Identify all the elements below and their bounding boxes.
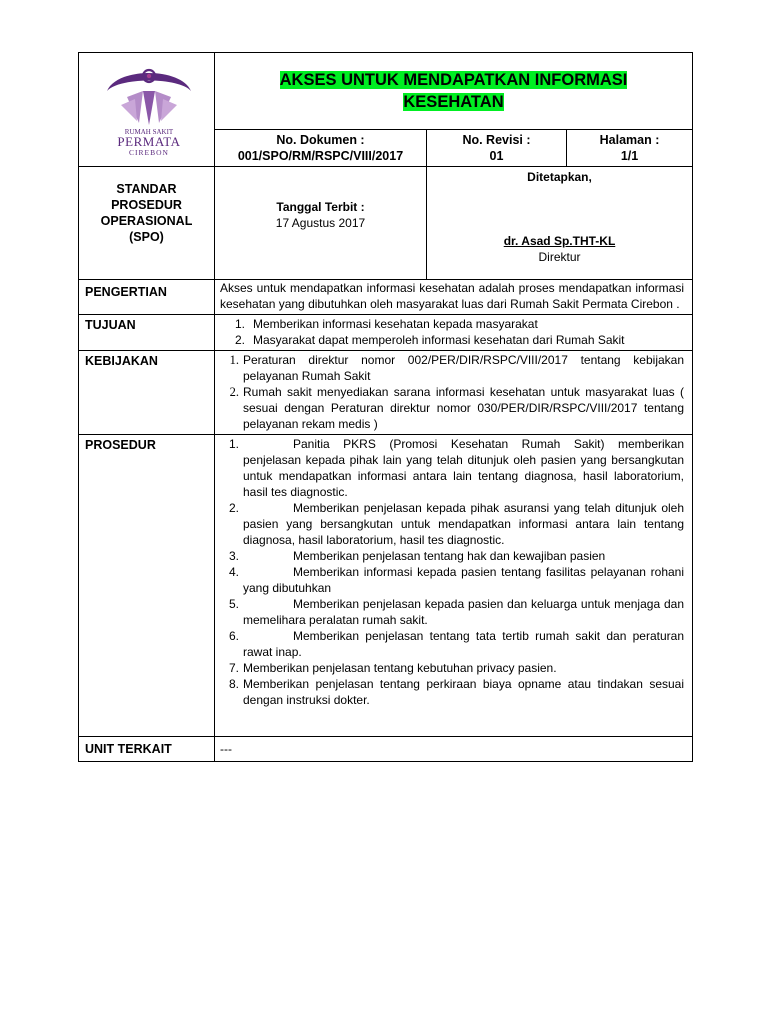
spo-table — [78, 52, 693, 762]
halaman-value: 1/1 — [620, 149, 639, 163]
halaman-label: Halaman : — [599, 133, 660, 147]
no-dokumen-cell — [215, 130, 427, 167]
halaman-cell — [567, 130, 693, 167]
tanggal-terbit-label: Tanggal Terbit : — [276, 200, 365, 214]
signer-name: dr. Asad Sp.THT-KL — [503, 234, 616, 248]
list-item: 8. Memberikan penjelasan tentang perkiraan biaya opname atau tindakan sesuai dengan instruksi dokter. — [228, 677, 685, 707]
spo-document — [78, 52, 692, 762]
unit-terkait-label: UNIT TERKAIT — [79, 737, 215, 762]
list-item: 2. Masyarakat dapat memperoleh informasi kesehatan dari Rumah Sakit — [234, 333, 625, 347]
logo-facet — [143, 91, 155, 125]
spo-cell — [79, 167, 215, 280]
ditetapkan-cell — [427, 167, 693, 280]
no-revisi-value: 01 — [489, 149, 504, 163]
pengertian-label: PENGERTIAN — [79, 280, 215, 315]
list-item: 1. Memberikan informasi kesehatan kepada masyarakat — [234, 317, 538, 331]
spo-line1: STANDAR — [116, 182, 177, 196]
tanggal-terbit-value: 17 Agustus 2017 — [275, 216, 366, 230]
list-item: 7. Memberikan penjelasan tentang kebutuhan privacy pasien. — [228, 661, 557, 675]
spo-line3: OPERASIONAL — [100, 214, 193, 228]
no-dokumen-label: No. Dokumen : — [276, 133, 365, 147]
pengertian-text: Akses untuk mendapatkan informasi kesehatan adalah proses mendapatkan informasi kesehatan yang dibutuhkan oleh masyarakat luas dari Rumah Sakit Permata Cirebon . — [215, 280, 693, 315]
prosedur-cell — [215, 435, 693, 737]
spo-line2: PROSEDUR — [111, 198, 182, 212]
no-revisi-cell — [427, 130, 567, 167]
title-cell — [215, 53, 693, 130]
prosedur-label: PROSEDUR — [79, 435, 215, 737]
spo-line4: (SPO) — [129, 230, 164, 244]
hospital-logo — [99, 61, 199, 161]
prosedur-list — [215, 436, 684, 708]
list-item: 6. Memberikan penjelasan tentang tata tertib rumah sakit dan peraturan rawat inap. — [228, 629, 685, 659]
tujuan-cell — [215, 315, 693, 351]
list-item: 3. Memberikan penjelasan tentang hak dan kewajiban pasien — [228, 549, 606, 563]
logo-text-cirebon: CIREBON — [129, 148, 169, 157]
signer-position: Direktur — [538, 250, 581, 264]
document-title-line1: AKSES UNTUK MENDAPATKAN INFORMASI — [279, 71, 628, 89]
kebijakan-list — [215, 352, 684, 432]
no-revisi-label: No. Revisi : — [462, 133, 531, 147]
list-item: 4. Memberikan informasi kepada pasien tentang fasilitas pelayanan rohani yang dibutuhkan — [228, 565, 685, 595]
logo-facet — [121, 99, 137, 121]
kebijakan-cell — [215, 351, 693, 435]
logo-facet — [161, 99, 177, 121]
list-item: 1. Panitia PKRS (Promosi Kesehatan Rumah Sakit) memberikan penjelasan kepada pihak lain yang telah ditunjuk oleh pasien yang bersangkutan untuk mendapatkan informasi antara lain tentang diagnosa, hasil laboratorium, hasil tes diagnostic. — [228, 437, 685, 499]
tujuan-label: TUJUAN — [79, 315, 215, 351]
kebijakan-label: KEBIJAKAN — [79, 351, 215, 435]
logo-gem — [147, 74, 151, 78]
list-item: 5. Memberikan penjelasan kepada pasien dan keluarga untuk menjaga dan memelihara peralatan rumah sakit. — [228, 597, 684, 627]
tanggal-terbit-cell — [215, 167, 427, 280]
list-item: 1. Peraturan direktur nomor 002/PER/DIR/RSPC/VIII/2017 tentang kebijakan pelayanan Rumah Sakit — [229, 353, 685, 383]
tujuan-list — [217, 316, 684, 348]
no-dokumen-value: 001/SPO/RM/RSPC/VIII/2017 — [237, 149, 404, 163]
hospital-logo-cell — [79, 53, 215, 167]
list-item: 2. Rumah sakit menyediakan sarana informasi kesehatan untuk masyarakat luas ( sesuai dengan Peraturan direktur nomor 030/PER/DIR/RSPC/VIII/2017 tentang pelayanan rekam medis ) — [229, 385, 685, 431]
logo-text-rumah-sakit: RUMAH SAKIT — [124, 128, 174, 136]
list-item: 2. Memberikan penjelasan kepada pihak asuransi yang telah ditunjuk oleh pasien yang bersangkutan untuk mendapatkan informasi antara lain tentang diagnosa, hasil laboratorium, hasil tes diagnostic. — [228, 501, 685, 547]
ditetapkan-label: Ditetapkan, — [527, 170, 592, 184]
logo-text-permata: PERMATA — [117, 134, 181, 149]
unit-terkait-value: --- — [215, 737, 693, 762]
document-title-line2: KESEHATAN — [403, 93, 504, 111]
